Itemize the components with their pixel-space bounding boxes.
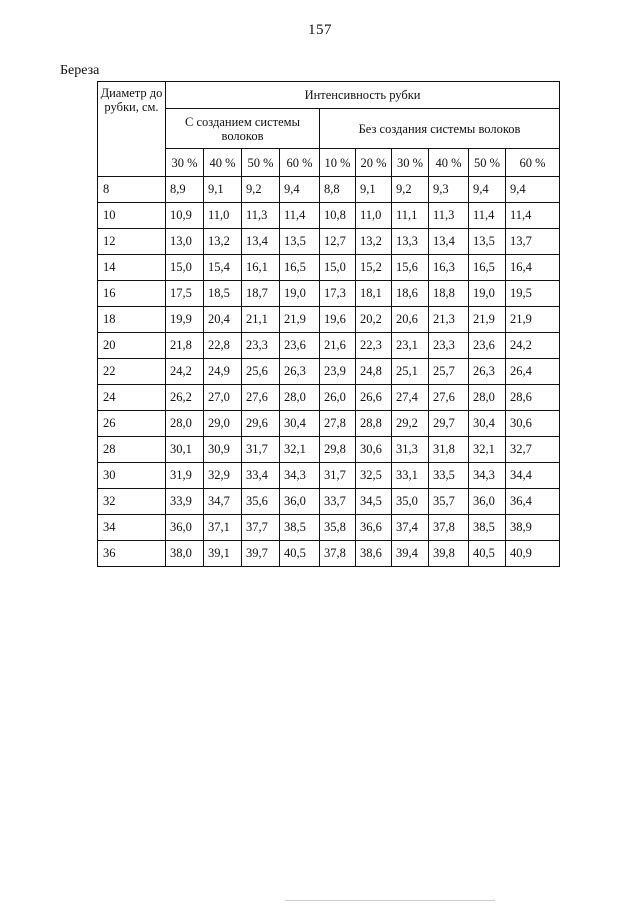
value-cell: 11,0 [356, 203, 392, 229]
value-cell: 29,6 [242, 411, 280, 437]
value-cell: 38,5 [469, 515, 506, 541]
diameter-cell: 32 [98, 489, 166, 515]
diameter-cell: 10 [98, 203, 166, 229]
value-cell: 31,3 [392, 437, 429, 463]
value-cell: 18,5 [204, 281, 242, 307]
value-cell: 37,4 [392, 515, 429, 541]
value-cell: 25,1 [392, 359, 429, 385]
header-percent-without: 20 % [356, 149, 392, 177]
value-cell: 29,7 [429, 411, 469, 437]
value-cell: 35,6 [242, 489, 280, 515]
value-cell: 18,1 [356, 281, 392, 307]
value-cell: 11,4 [280, 203, 320, 229]
diameter-cell: 36 [98, 541, 166, 567]
value-cell: 13,2 [356, 229, 392, 255]
species-label: Береза [60, 63, 100, 78]
diameter-cell: 14 [98, 255, 166, 281]
value-cell: 33,7 [320, 489, 356, 515]
value-cell: 27,6 [429, 385, 469, 411]
scan-edge-line [285, 900, 495, 901]
value-cell: 15,4 [204, 255, 242, 281]
table-row [98, 255, 560, 281]
value-cell: 26,6 [356, 385, 392, 411]
header-percent-without: 40 % [429, 149, 469, 177]
value-cell: 19,9 [166, 307, 204, 333]
value-cell: 9,4 [280, 177, 320, 203]
value-cell: 23,3 [429, 333, 469, 359]
value-cell: 33,9 [166, 489, 204, 515]
table-row [98, 437, 560, 463]
value-cell: 9,2 [392, 177, 429, 203]
value-cell: 15,6 [392, 255, 429, 281]
value-cell: 27,8 [320, 411, 356, 437]
value-cell: 15,2 [356, 255, 392, 281]
value-cell: 13,2 [204, 229, 242, 255]
value-cell: 17,5 [166, 281, 204, 307]
diameter-cell: 34 [98, 515, 166, 541]
table-row [98, 203, 560, 229]
value-cell: 38,5 [280, 515, 320, 541]
value-cell: 18,8 [429, 281, 469, 307]
value-cell: 11,0 [204, 203, 242, 229]
header-diameter: Диаметр до рубки, см. [98, 82, 166, 177]
header-percent-with: 60 % [280, 149, 320, 177]
value-cell: 31,8 [429, 437, 469, 463]
value-cell: 13,5 [469, 229, 506, 255]
value-cell: 16,1 [242, 255, 280, 281]
value-cell: 40,5 [280, 541, 320, 567]
value-cell: 13,3 [392, 229, 429, 255]
diameter-cell: 12 [98, 229, 166, 255]
value-cell: 21,6 [320, 333, 356, 359]
value-cell: 23,3 [242, 333, 280, 359]
table-row [98, 463, 560, 489]
value-cell: 31,7 [242, 437, 280, 463]
value-cell: 15,0 [166, 255, 204, 281]
value-cell: 11,3 [242, 203, 280, 229]
diameter-cell: 18 [98, 307, 166, 333]
table-row [98, 385, 560, 411]
value-cell: 39,1 [204, 541, 242, 567]
value-cell: 10,8 [320, 203, 356, 229]
value-cell: 10,9 [166, 203, 204, 229]
value-cell: 24,2 [506, 333, 560, 359]
value-cell: 12,7 [320, 229, 356, 255]
table-body [98, 177, 560, 567]
value-cell: 23,6 [469, 333, 506, 359]
value-cell: 39,7 [242, 541, 280, 567]
value-cell: 16,5 [469, 255, 506, 281]
table-row [98, 333, 560, 359]
table-row [98, 515, 560, 541]
value-cell: 23,9 [320, 359, 356, 385]
value-cell: 37,1 [204, 515, 242, 541]
value-cell: 26,3 [280, 359, 320, 385]
value-cell: 18,6 [392, 281, 429, 307]
value-cell: 16,3 [429, 255, 469, 281]
value-cell: 22,8 [204, 333, 242, 359]
value-cell: 11,3 [429, 203, 469, 229]
header-percent-without: 30 % [392, 149, 429, 177]
page-number: 157 [308, 22, 332, 38]
value-cell: 32,7 [506, 437, 560, 463]
value-cell: 24,2 [166, 359, 204, 385]
header-percent-without: 60 % [506, 149, 560, 177]
value-cell: 26,2 [166, 385, 204, 411]
value-cell: 17,3 [320, 281, 356, 307]
value-cell: 27,6 [242, 385, 280, 411]
table-row [98, 489, 560, 515]
value-cell: 33,1 [392, 463, 429, 489]
value-cell: 36,0 [166, 515, 204, 541]
value-cell: 9,3 [429, 177, 469, 203]
value-cell: 35,8 [320, 515, 356, 541]
value-cell: 27,0 [204, 385, 242, 411]
value-cell: 23,1 [392, 333, 429, 359]
value-cell: 13,5 [280, 229, 320, 255]
value-cell: 34,3 [469, 463, 506, 489]
value-cell: 34,3 [280, 463, 320, 489]
value-cell: 26,4 [506, 359, 560, 385]
value-cell: 21,3 [429, 307, 469, 333]
table-row [98, 229, 560, 255]
value-cell: 19,6 [320, 307, 356, 333]
value-cell: 33,4 [242, 463, 280, 489]
value-cell: 36,6 [356, 515, 392, 541]
diameter-cell: 20 [98, 333, 166, 359]
value-cell: 27,4 [392, 385, 429, 411]
diameter-cell: 30 [98, 463, 166, 489]
header-percent-row [98, 149, 560, 177]
value-cell: 20,6 [392, 307, 429, 333]
value-cell: 30,6 [506, 411, 560, 437]
value-cell: 13,7 [506, 229, 560, 255]
value-cell: 29,2 [392, 411, 429, 437]
value-cell: 39,8 [429, 541, 469, 567]
value-cell: 19,0 [280, 281, 320, 307]
value-cell: 28,0 [469, 385, 506, 411]
value-cell: 37,7 [242, 515, 280, 541]
value-cell: 34,5 [356, 489, 392, 515]
table-row [98, 359, 560, 385]
header-percent-with: 50 % [242, 149, 280, 177]
value-cell: 11,4 [506, 203, 560, 229]
value-cell: 13,4 [429, 229, 469, 255]
value-cell: 32,5 [356, 463, 392, 489]
value-cell: 30,4 [469, 411, 506, 437]
table-row [98, 411, 560, 437]
value-cell: 19,0 [469, 281, 506, 307]
value-cell: 15,0 [320, 255, 356, 281]
header-percent-without: 50 % [469, 149, 506, 177]
header-group-without-skid-trails: Без создания системы волоков [320, 109, 560, 149]
value-cell: 9,2 [242, 177, 280, 203]
value-cell: 9,1 [356, 177, 392, 203]
value-cell: 24,8 [356, 359, 392, 385]
value-cell: 21,9 [469, 307, 506, 333]
value-cell: 20,2 [356, 307, 392, 333]
table-row [98, 307, 560, 333]
value-cell: 26,0 [320, 385, 356, 411]
value-cell: 37,8 [320, 541, 356, 567]
value-cell: 18,7 [242, 281, 280, 307]
value-cell: 36,4 [506, 489, 560, 515]
value-cell: 21,9 [506, 307, 560, 333]
value-cell: 34,7 [204, 489, 242, 515]
value-cell: 20,4 [204, 307, 242, 333]
value-cell: 26,3 [469, 359, 506, 385]
value-cell: 28,0 [280, 385, 320, 411]
value-cell: 31,7 [320, 463, 356, 489]
value-cell: 36,0 [280, 489, 320, 515]
value-cell: 29,8 [320, 437, 356, 463]
header-intensity: Интенсивность рубки [166, 82, 560, 109]
value-cell: 19,5 [506, 281, 560, 307]
value-cell: 8,8 [320, 177, 356, 203]
value-cell: 25,6 [242, 359, 280, 385]
value-cell: 30,1 [166, 437, 204, 463]
value-cell: 31,9 [166, 463, 204, 489]
diameter-cell: 8 [98, 177, 166, 203]
value-cell: 38,6 [356, 541, 392, 567]
value-cell: 16,4 [506, 255, 560, 281]
value-cell: 40,5 [469, 541, 506, 567]
value-cell: 13,4 [242, 229, 280, 255]
value-cell: 9,1 [204, 177, 242, 203]
value-cell: 28,6 [506, 385, 560, 411]
header-percent-with: 40 % [204, 149, 242, 177]
value-cell: 8,9 [166, 177, 204, 203]
value-cell: 24,9 [204, 359, 242, 385]
value-cell: 28,0 [166, 411, 204, 437]
value-cell: 30,6 [356, 437, 392, 463]
table-row [98, 177, 560, 203]
value-cell: 34,4 [506, 463, 560, 489]
table-row [98, 541, 560, 567]
value-cell: 30,4 [280, 411, 320, 437]
value-cell: 32,1 [469, 437, 506, 463]
value-cell: 40,9 [506, 541, 560, 567]
value-cell: 13,0 [166, 229, 204, 255]
value-cell: 21,1 [242, 307, 280, 333]
diameter-cell: 24 [98, 385, 166, 411]
value-cell: 25,7 [429, 359, 469, 385]
value-cell: 36,0 [469, 489, 506, 515]
value-cell: 21,9 [280, 307, 320, 333]
value-cell: 21,8 [166, 333, 204, 359]
value-cell: 23,6 [280, 333, 320, 359]
value-cell: 38,0 [166, 541, 204, 567]
value-cell: 37,8 [429, 515, 469, 541]
value-cell: 39,4 [392, 541, 429, 567]
value-cell: 29,0 [204, 411, 242, 437]
value-cell: 11,4 [469, 203, 506, 229]
value-cell: 35,0 [392, 489, 429, 515]
value-cell: 28,8 [356, 411, 392, 437]
value-cell: 16,5 [280, 255, 320, 281]
diameter-cell: 22 [98, 359, 166, 385]
value-cell: 32,9 [204, 463, 242, 489]
diameter-cell: 26 [98, 411, 166, 437]
table-row [98, 281, 560, 307]
header-percent-without: 10 % [320, 149, 356, 177]
value-cell: 32,1 [280, 437, 320, 463]
value-cell: 35,7 [429, 489, 469, 515]
diameter-cell: 16 [98, 281, 166, 307]
value-cell: 22,3 [356, 333, 392, 359]
value-cell: 9,4 [469, 177, 506, 203]
header-percent-with: 30 % [166, 149, 204, 177]
header-group-with-skid-trails: С созданием системы волоков [166, 109, 320, 149]
diameter-table [97, 81, 560, 567]
value-cell: 33,5 [429, 463, 469, 489]
value-cell: 11,1 [392, 203, 429, 229]
value-cell: 9,4 [506, 177, 560, 203]
value-cell: 30,9 [204, 437, 242, 463]
diameter-cell: 28 [98, 437, 166, 463]
value-cell: 38,9 [506, 515, 560, 541]
